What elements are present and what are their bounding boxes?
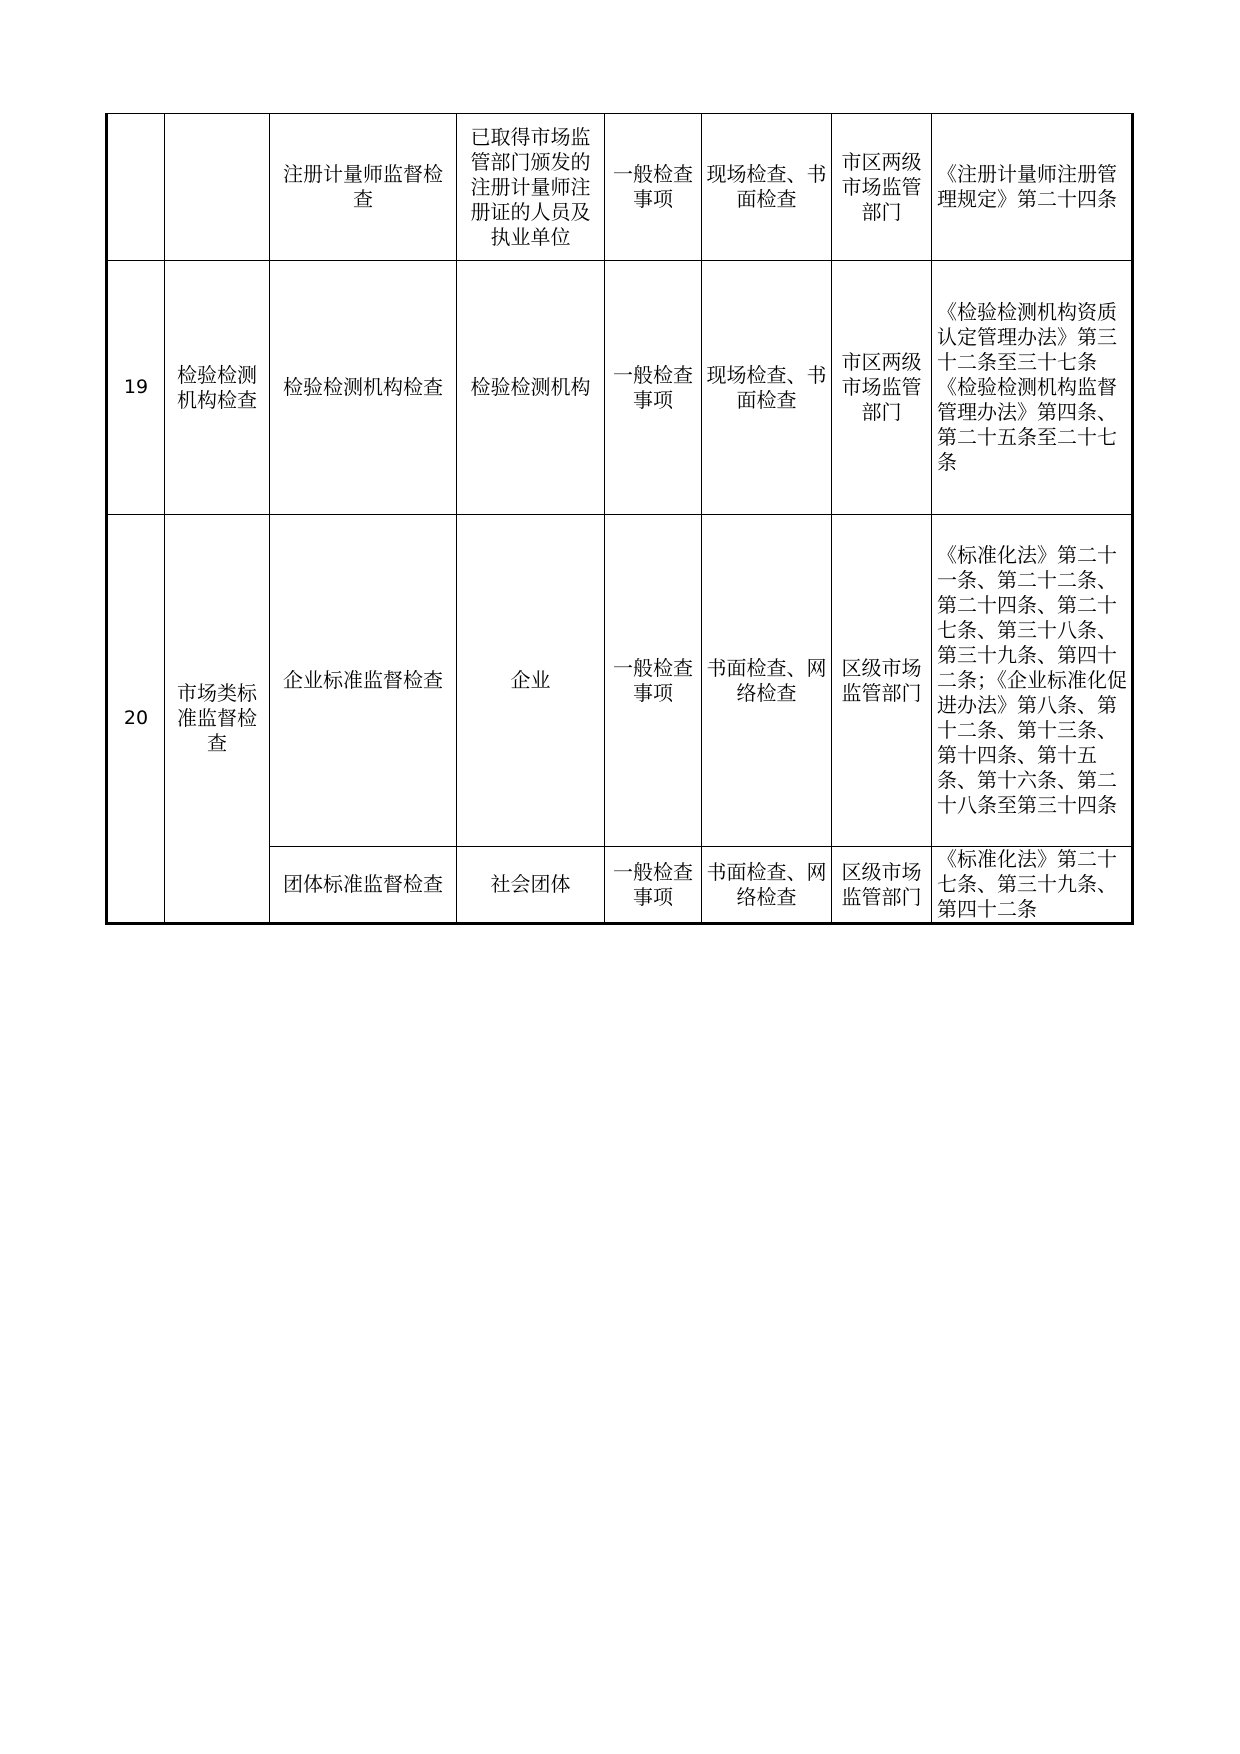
legal-basis-cell (932, 515, 1133, 847)
check-object-text: 企业 (510, 668, 551, 692)
department-text: 市区两级市场监管部门 (841, 350, 922, 424)
department-cell (832, 114, 932, 261)
check-item-text: 注册计量师监督检查 (283, 162, 443, 211)
department-text: 区级市场监管部门 (841, 859, 922, 909)
check-method-text: 现场检查、书面检查 (706, 362, 827, 412)
department-text: 区级市场监管部门 (841, 655, 922, 705)
department-cell (832, 515, 932, 847)
check-method-text: 书面检查、网络检查 (706, 859, 827, 909)
legal-basis-text: 《检验检测机构资质认定管理办法》第三十二条至三十七条 《检验检测机构监督管理办法》第四条、第二十五条至二十七条 (937, 300, 1117, 474)
check-item-text: 企业标准监督检查 (283, 668, 443, 692)
check-type-cell (165, 515, 270, 924)
check-item-text: 团体标准监督检查 (283, 872, 443, 896)
check-method-cell (702, 114, 832, 261)
check-category-cell (605, 261, 702, 515)
check-category-text: 一般检查事项 (613, 362, 693, 412)
row-number-cell (107, 114, 165, 261)
inspection-items-table (105, 113, 1134, 925)
table-row (107, 515, 1133, 847)
check-type-text: 市场类标准监督检查 (177, 681, 257, 755)
department-text: 市区两级市场监管部门 (841, 149, 922, 224)
check-category-cell (605, 847, 702, 924)
check-object-text: 社会团体 (490, 872, 571, 896)
legal-basis-text: 《标准化法》第二十一条、第二十二条、第二十四条、第二十七条、第三十八条、第三十九条、第四十二条；《企业标准化促进办法》第八条、第十二条、第十三条、第十四条、第十五条、第十六条、第二十八条至第三十四条 (937, 543, 1127, 817)
check-method-cell (702, 261, 832, 515)
legal-basis-cell (932, 847, 1133, 924)
department-cell (832, 847, 932, 924)
check-method-cell (702, 515, 832, 847)
check-type-cell (165, 114, 270, 261)
check-category-text: 一般检查事项 (613, 655, 693, 705)
row-number-text: 19 (123, 376, 149, 398)
check-category-cell (605, 515, 702, 847)
department-cell (832, 261, 932, 515)
check-object-text: 已取得市场监管部门颁发的注册计量师注册证的人员及执业单位 (470, 124, 591, 249)
check-item-cell (270, 261, 457, 515)
check-category-text: 一般检查事项 (613, 162, 693, 211)
legal-basis-text: 《注册计量师注册管理规定》第二十四条 (937, 162, 1117, 211)
check-category-text: 一般检查事项 (613, 859, 693, 909)
row-number-cell (107, 261, 165, 515)
check-category-cell (605, 114, 702, 261)
row-number-text: 20 (123, 707, 149, 729)
check-item-cell (270, 847, 457, 924)
check-item-text: 检验检测机构检查 (283, 375, 443, 399)
legal-basis-cell (932, 114, 1133, 261)
check-object-cell (457, 847, 605, 924)
check-item-cell (270, 515, 457, 847)
check-object-cell (457, 114, 605, 261)
legal-basis-cell (932, 261, 1133, 515)
inspection-table-container (105, 113, 1134, 925)
check-object-cell (457, 515, 605, 847)
table-row (107, 114, 1133, 261)
check-method-text: 书面检查、网络检查 (706, 655, 827, 705)
table-row (107, 261, 1133, 515)
row-number-cell (107, 515, 165, 924)
check-item-cell (270, 114, 457, 261)
legal-basis-text: 《标准化法》第二十七条、第三十九条、第四十二条 (937, 847, 1117, 921)
check-method-text: 现场检查、书面检查 (706, 162, 827, 211)
check-type-cell (165, 261, 270, 515)
check-object-cell (457, 261, 605, 515)
check-method-cell (702, 847, 832, 924)
check-type-text: 检验检测机构检查 (177, 362, 257, 412)
check-object-text: 检验检测机构 (470, 375, 591, 399)
